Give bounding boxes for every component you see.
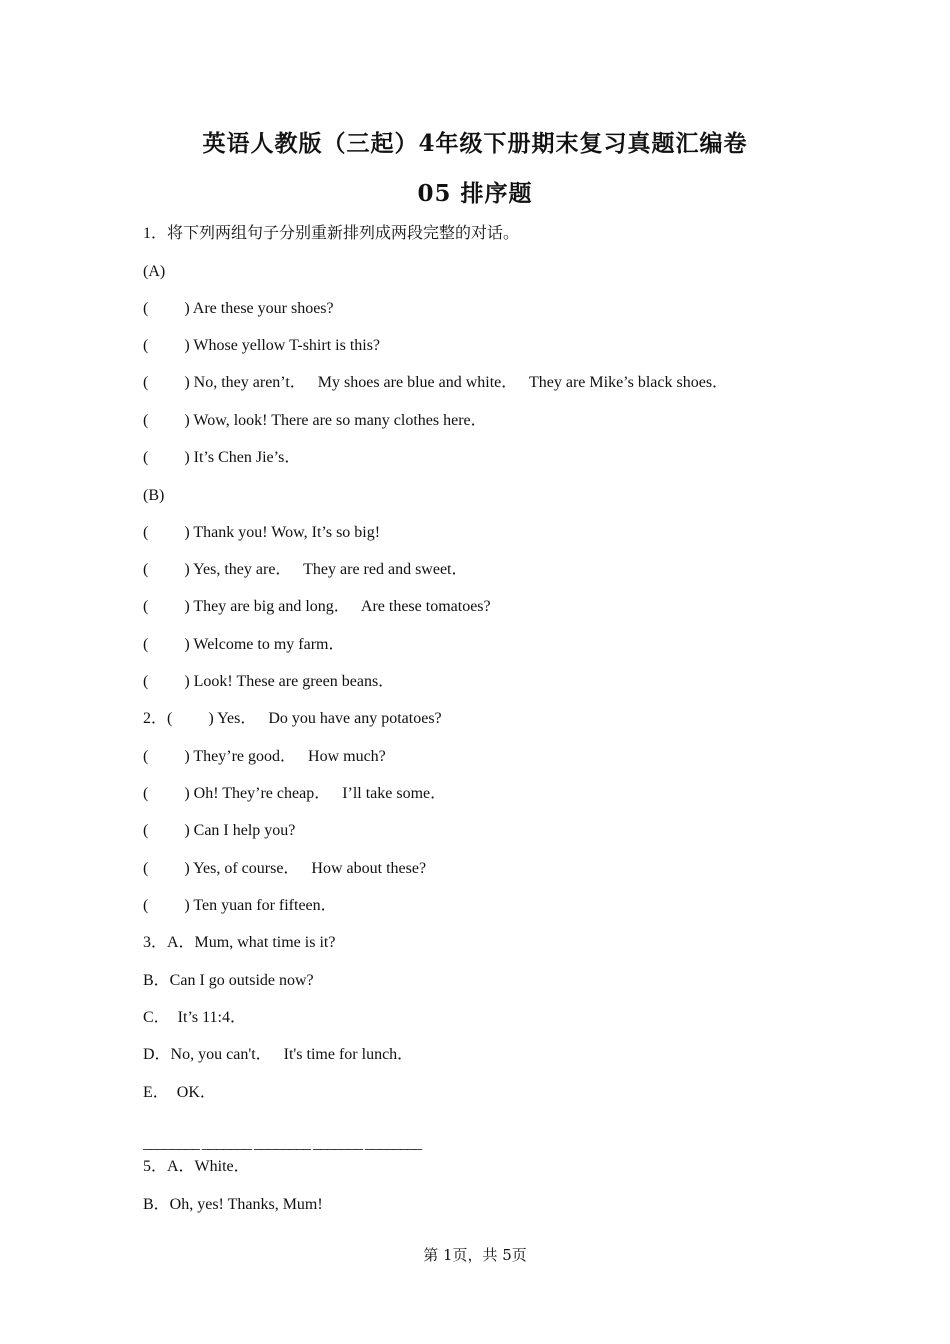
q1-prompt: 1．将下列两组句子分别重新排列成两段完整的对话。	[143, 225, 520, 242]
q1-b-item-text: Thank you! Wow, It’s so big!	[193, 524, 381, 541]
q1-b-item: ( ) Look! These are green beans．	[143, 673, 395, 690]
q3-line: 3．A．Mum, what time is it?	[143, 934, 336, 951]
q2-item: ( ) Yes, of course． How about these?	[143, 860, 427, 877]
q2-item: ( ) Oh! They’re cheap． I’ll take some．	[143, 785, 447, 802]
q1-b-item: ( ) Yes, they are． They are red and sweet．	[143, 561, 468, 578]
q1-group-a-label: (A)	[143, 263, 166, 280]
q1-b-item-text: Welcome to my farm．	[193, 636, 345, 653]
q2-item-text: Yes． Do you have any potatoes?	[217, 710, 442, 727]
q2-item-text: Can I help you?	[193, 822, 296, 839]
q1-a-item-text: Wow, look! There are so many clothes here．	[193, 412, 487, 429]
q2-item: ( ) Can I help you?	[143, 822, 296, 839]
q1-a-item: ( ) It’s Chen Jie’s．	[143, 449, 301, 466]
q1-b-item-text: Look! These are green beans．	[193, 673, 395, 690]
q1-a-item-text: It’s Chen Jie’s．	[193, 449, 301, 466]
q1-a-item: ( ) No, they aren’t． My shoes are blue and white． They are Mike’s black shoes．	[143, 374, 729, 391]
q1-b-item: ( ) They are big and long． Are these tomatoes?	[143, 598, 491, 615]
q3-line: D．No, you can't． It's time for lunch．	[143, 1046, 414, 1063]
q2-item-text: Oh! They’re cheap． I’ll take some．	[193, 785, 447, 802]
q3-line: C． It’s 11:4．	[143, 1009, 246, 1026]
q3-line: B．Can I go outside now?	[143, 972, 314, 989]
q1-a-item: ( ) Whose yellow T-shirt is this?	[143, 337, 381, 354]
q3-answer-blanks[interactable]: ________ _______ ________ _______ ________	[143, 1135, 421, 1152]
document-subtitle: 05 排序题	[417, 180, 533, 207]
q2-item: 2．( ) Yes． Do you have any potatoes?	[143, 710, 442, 727]
q5-line: B．Oh, yes! Thanks, Mum!	[143, 1196, 323, 1213]
q2-number: 2．	[143, 710, 168, 727]
q1-a-item: ( ) Wow, look! There are so many clothes here．	[143, 412, 487, 429]
q1-a-item-text: Whose yellow T-shirt is this?	[193, 337, 381, 354]
q5-line: 5．A．White．	[143, 1158, 250, 1175]
q1-a-item: ( ) Are these your shoes?	[143, 300, 334, 317]
q1-a-item-text: Are these your shoes?	[192, 300, 334, 317]
q1-b-item-text: Yes, they are． They are red and sweet．	[193, 561, 468, 578]
q2-item-text: Ten yuan for fifteen．	[193, 897, 337, 914]
page-footer: 第 1页，共 5页	[423, 1246, 527, 1264]
q2-item: ( ) They’re good． How much?	[143, 748, 386, 765]
q1-a-item-text: No, they aren’t． My shoes are blue and white． They are Mike’s black shoes．	[193, 374, 729, 391]
q3-line: E． OK．	[143, 1084, 216, 1101]
q1-b-item-text: They are big and long． Are these tomatoes?	[193, 598, 491, 615]
q2-item: ( ) Ten yuan for fifteen．	[143, 897, 337, 914]
q1-b-item: ( ) Welcome to my farm．	[143, 636, 345, 653]
q2-item-text: Yes, of course． How about these?	[193, 860, 427, 877]
document-title: 英语人教版（三起）4年级下册期末复习真题汇编卷	[202, 130, 748, 157]
q2-item-text: They’re good． How much?	[193, 748, 386, 765]
q1-b-item: ( ) Thank you! Wow, It’s so big!	[143, 524, 381, 541]
q1-group-b-label: (B)	[143, 487, 165, 504]
